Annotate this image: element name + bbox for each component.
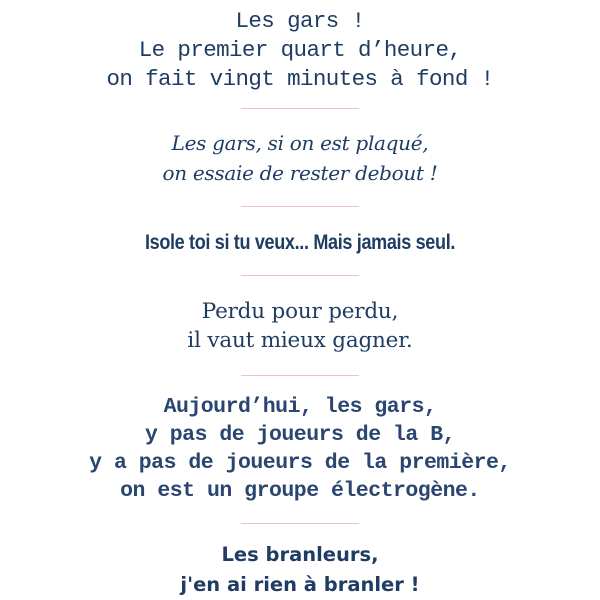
divider-3 — [241, 275, 359, 276]
quote-6-line-2: j'en ai rien à branler ! — [180, 573, 420, 596]
quote-1 — [0, 7, 600, 94]
divider-5 — [241, 523, 359, 524]
quote-1-line-3: on fait vingt minutes à fond ! — [106, 66, 494, 92]
quote-3 — [42, 228, 558, 258]
quote-4 — [0, 297, 600, 355]
quote-2-line-1: Les gars, si on est plaqué, — [171, 131, 429, 155]
quote-2-line-2: on essaie de rester debout ! — [162, 161, 438, 185]
divider-1 — [241, 108, 359, 109]
divider-2 — [241, 206, 359, 207]
quote-4-line-2: il vaut mieux gagner. — [187, 328, 413, 353]
quote-5-line-1: Aujourd’hui, les gars, — [163, 395, 437, 419]
quote-5 — [0, 393, 600, 505]
quote-1-line-1: Les gars ! — [235, 8, 365, 34]
quote-5-line-3: y a pas de joueurs de la première, — [89, 451, 511, 475]
quote-3-line-1: Isole toi si tu veux... Mais jamais seul. — [144, 231, 456, 254]
quote-2 — [0, 128, 600, 188]
quote-5-line-4: on est un groupe électrogène. — [120, 479, 480, 503]
quote-5-line-2: y pas de joueurs de la B, — [144, 423, 456, 447]
quote-4-line-1: Perdu pour perdu, — [201, 299, 399, 324]
quote-1-line-2: Le premier quart d’heure, — [138, 37, 462, 63]
quote-6-line-1: Les branleurs, — [221, 543, 379, 566]
quote-6 — [0, 540, 600, 600]
divider-4 — [241, 375, 359, 376]
